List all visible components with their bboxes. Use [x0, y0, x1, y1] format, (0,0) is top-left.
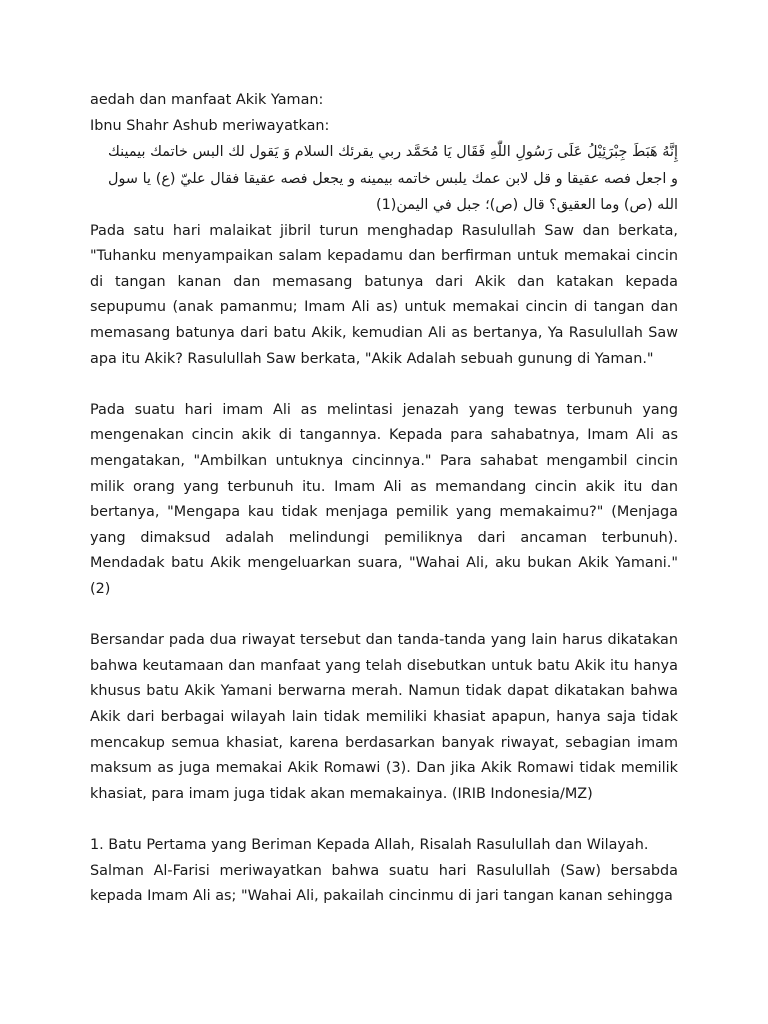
- paragraph-spacer: [90, 807, 678, 833]
- paragraph-spacer: [90, 603, 678, 629]
- paragraph-salman: Salman Al-Farisi meriwayatkan bahwa suatu hari Rasulullah (Saw) bersabda kepada Imam Ali as; "Wahai Ali, pakailah cincinmu di jari tangan kanan sehingga: [90, 862, 678, 905]
- paragraph-conclusion: Bersandar pada dua riwayat tersebut dan tanda-tanda yang lain harus dikatakan bahwa keutamaan dan manfaat yang telah disebutkan untuk batu Akik itu hanya khusus batu Akik Yamani berwarna merah. Namun tidak dapat dikatakan bahwa Akik dari berbagai wilayah lain tidak memiliki khasiat apapun, hanya saja tidak mencakup semua khasiat, karena berdasarkan banyak riwayat, sebagian imam maksum as juga memakai Akik Romawi (3). Dan jika Akik Romawi tidak memilik khasiat, para imam juga tidak akan memakainya. (IRIB Indonesia/MZ): [90, 632, 678, 802]
- section-heading: 1. Batu Pertama yang Beriman Kepada Allah, Risalah Rasulullah dan Wilayah.: [90, 836, 649, 853]
- document-page: [90, 88, 678, 910]
- narrator-line: Ibnu Shahr Ashub meriwayatkan:: [90, 117, 330, 134]
- paragraph-spacer: [90, 372, 678, 398]
- paragraph-story: Pada suatu hari imam Ali as melintasi jenazah yang tewas terbunuh yang mengenakan cincin akik di tangannya. Kepada para sahabatnya, Imam Ali as mengatakan, "Ambilkan untuknya cincinnya." Para sahabat mengambil cincin milik orang yang terbunuh itu. Imam Ali as memandang cincin akik itu dan bertanya, "Mengapa kau tidak menjaga pemilik yang memakaimu?" (Menjaga yang dimaksud adalah melindungi pemiliknya dari ancaman terbunuh). Mendadak batu Akik mengeluarkan suara, "Wahai Ali, aku bukan Akik Yamani." (2): [90, 401, 678, 597]
- document-heading: aedah dan manfaat Akik Yaman:: [90, 92, 324, 108]
- arabic-hadith-text: إِنَّهُ هَبَطَ جِبْرَئِيْلُ عَلَى رَسُولِ اللّٰهِ فَقَال يَا مُحَمَّد ربي يقرئك السلام وَ يَقول لك البس خاتمك بيمينك و اجعل فصه عقيقا و قل لابن عمك يلبس خاتمه بيمينه و يجعل فصه عقيقا فقال عليّ (ع) يا سول الله (ص) وما العقيق؟ قال (ص)؛ جبل في اليمن(1): [108, 144, 678, 214]
- paragraph-translation: Pada satu hari malaikat jibril turun menghadap Rasulullah Saw dan berkata, "Tuhanku menyampaikan salam kepadamu dan berfirman untuk memakai cincin di tangan kanan dan memasang batunya dari Akik dan katakan kepada sepupumu (anak pamanmu; Imam Ali as) untuk memakai cincin di tangan dan memasang batunya dari batu Akik, kemudian Ali as bertanya, Ya Rasulullah Saw apa itu Akik? Rasulullah Saw berkata, "Akik Adalah sebuah gunung di Yaman.": [90, 222, 678, 367]
